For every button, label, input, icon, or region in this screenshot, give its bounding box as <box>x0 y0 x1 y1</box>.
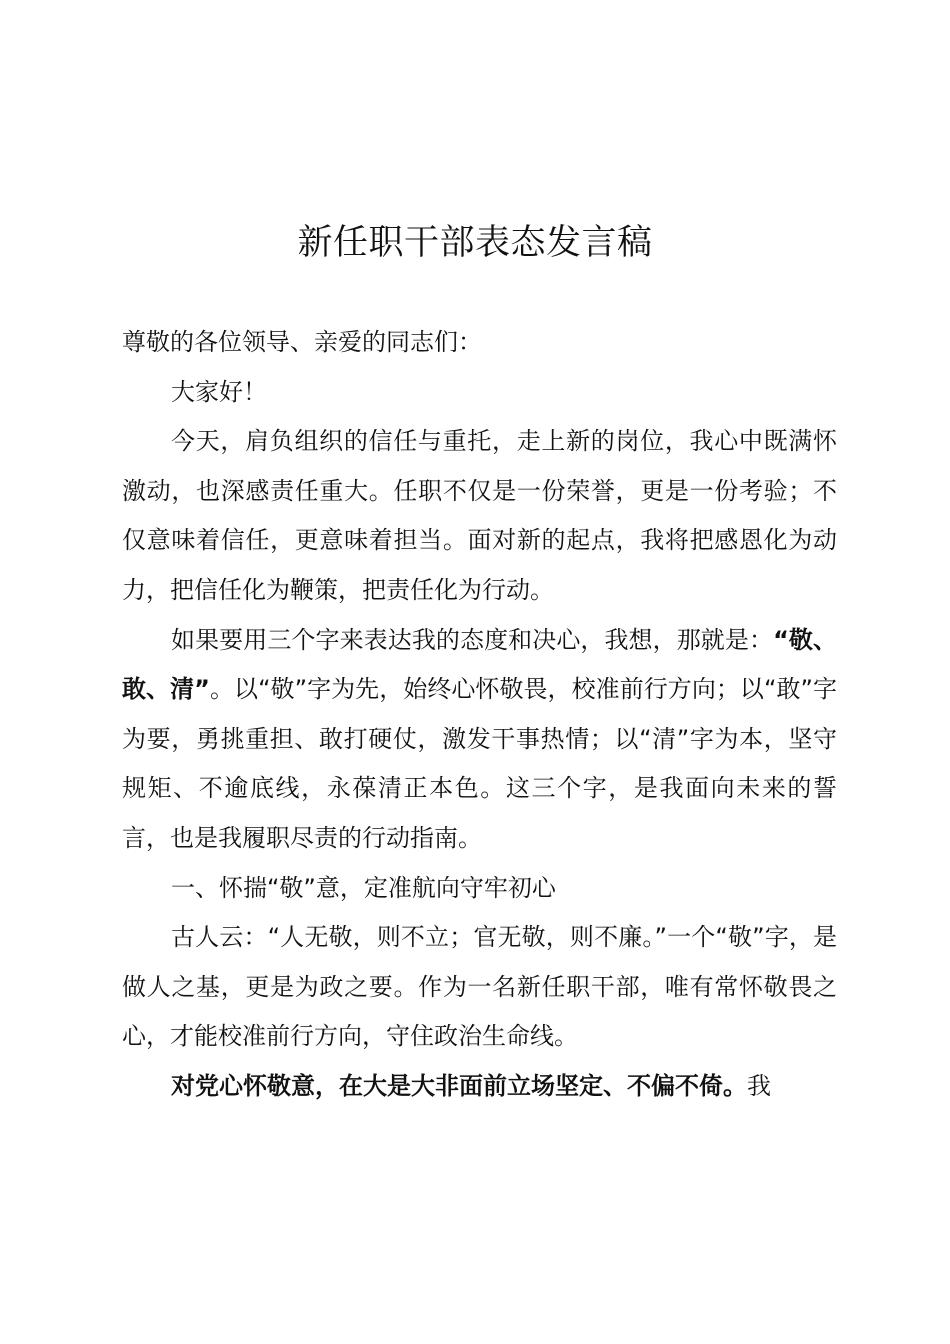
paragraph-3: 古人云：“人无敬，则不立；官无敬，则不廉。”一个“敬”字，是做人之基，更是为政之要。作为一名新任职干部，唯有常怀敬畏之心，才能校准前行方向，守住政治生命线。 <box>122 923 837 1051</box>
paragraph-4-rest: 我 <box>747 1071 771 1100</box>
document-body <box>122 318 837 1112</box>
paragraph-4-bold: 对党心怀敬意，在大是大非面前立场坚定、不偏不倚。 <box>171 1071 747 1100</box>
paragraph-2 <box>122 616 837 864</box>
paragraph-2-keywords: “敬、敢、清” <box>122 625 838 704</box>
document-title: 新任职干部表态发言稿 <box>297 223 653 263</box>
salutation: 尊敬的各位领导、亲爱的同志们： <box>122 328 482 356</box>
greeting: 大家好！ <box>171 377 267 406</box>
paragraph-2-lead: 如果要用三个字来表达我的态度和决心，我想，那就是： <box>171 625 774 654</box>
paragraph-2-rest: 。以“敬”字为先，始终心怀敬畏，校准前行方向；以“敢”字为要，勇挑重担、敢打硬仗，激发干事热情；以“清”字为本，坚守规矩、不逾底线，永葆清正本色。这三个字，是我面向未来的誓言，也是我履职尽责的行动指南。 <box>122 675 837 852</box>
paragraph-1: 今天，肩负组织的信任与重托，走上新的岗位，我心中既满怀激动，也深感责任重大。任职不仅是一份荣誉，更是一份考验；不仅意味着信任，更意味着担当。面对新的起点，我将把感恩化为动力，把信任化为鞭策，把责任化为行动。 <box>122 427 837 604</box>
paragraph-4 <box>122 1062 837 1112</box>
section-1-heading: 一、怀揣“敬”意，定准航向守牢初心 <box>171 873 556 902</box>
